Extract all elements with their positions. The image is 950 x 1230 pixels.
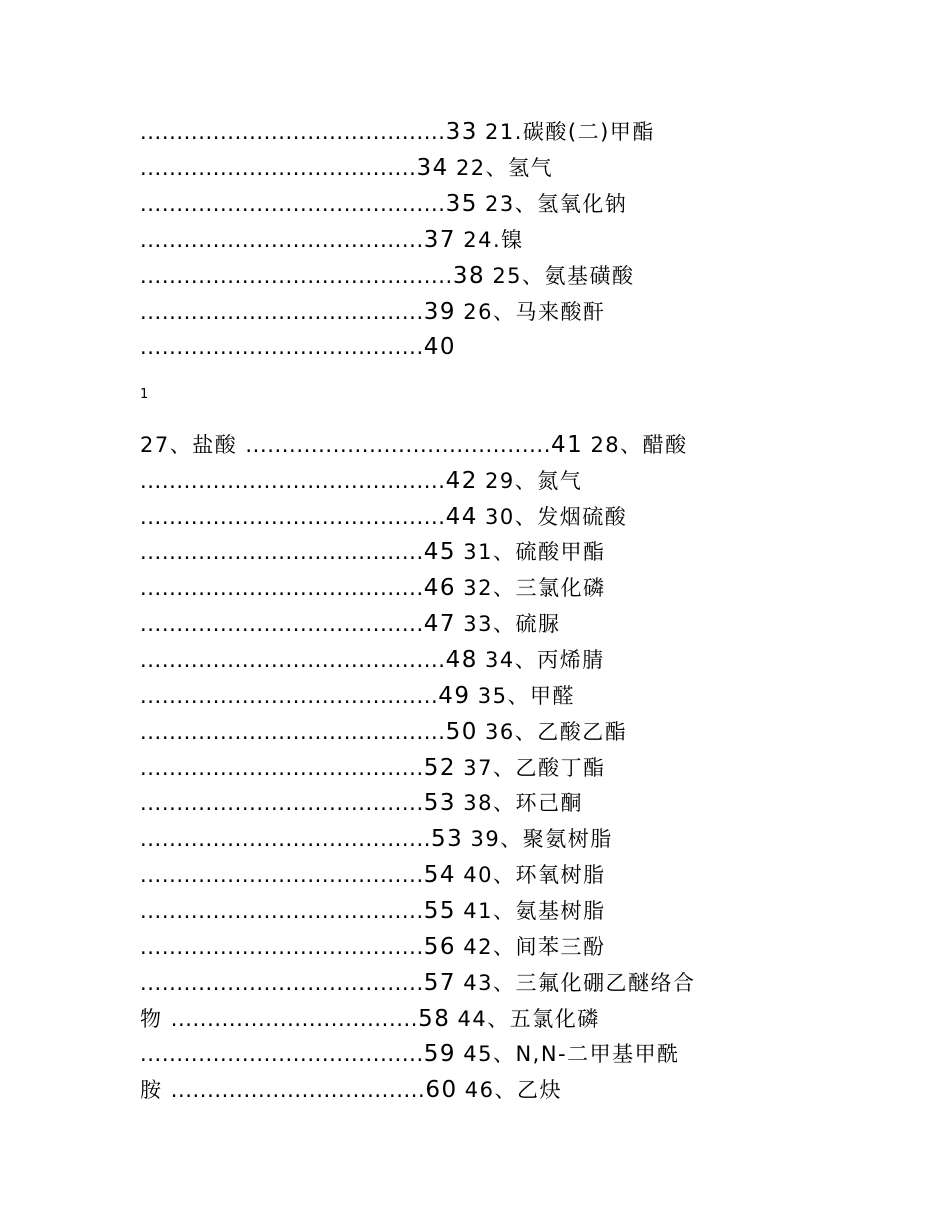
toc-page-number: 53 (431, 826, 464, 852)
toc-line (140, 1001, 600, 1037)
toc-line (140, 929, 605, 965)
toc-line (140, 534, 605, 570)
toc-line (140, 329, 456, 365)
toc-entry-title: 22、氢气 (455, 156, 554, 180)
toc-prefix: 胺 (140, 1078, 171, 1102)
toc-prefix: 物 (140, 1007, 171, 1031)
toc-line (140, 570, 605, 606)
toc-entry-title: 36、乙酸乙酯 (485, 720, 628, 744)
toc-leader-dots: ....................................... (140, 228, 424, 252)
toc-line (140, 857, 605, 893)
toc-entry-title: 41、氨基树脂 (463, 899, 606, 923)
toc-leader-dots: .......................................... (140, 720, 446, 744)
toc-leader-dots: .......................................... (140, 505, 446, 529)
toc-entry-title: 35、甲醛 (477, 684, 575, 708)
toc-leader-dots: .......................................... (140, 192, 446, 216)
toc-page-number: 50 (445, 719, 478, 745)
toc-line (140, 427, 688, 463)
toc-leader-dots: ....................................... (140, 612, 424, 636)
toc-page-number: 37 (423, 227, 457, 253)
toc-entry-title: 45、N,N-二甲基甲酰 (463, 1042, 680, 1066)
toc-line (140, 222, 524, 258)
toc-line (140, 750, 605, 786)
toc-leader-dots: .......................................... (140, 648, 446, 672)
toc-page-number: 46 (423, 575, 457, 601)
toc-line (140, 642, 605, 678)
toc-line (140, 714, 627, 750)
toc-leader-dots: ....................................... (140, 935, 424, 959)
toc-page-number: 57 (423, 970, 457, 996)
toc-leader-dots: ....................................... (140, 576, 424, 600)
toc-entry-title: 42、间苯三酚 (463, 935, 606, 959)
toc-entry-title: 40、环氧树脂 (463, 863, 606, 887)
toc-entry-title: 30、发烟硫酸 (485, 505, 628, 529)
toc-leader-dots: ....................................... (140, 971, 424, 995)
toc-line (140, 186, 627, 222)
toc-page-number: 60 (425, 1077, 458, 1103)
toc-line (140, 965, 695, 1001)
toc-line (140, 1072, 562, 1108)
toc-page-number: 38 (452, 263, 486, 289)
toc-line (140, 150, 553, 186)
toc-entry-title: 21.碳酸(二)甲酯 (485, 120, 655, 144)
toc-page-number: 35 (445, 191, 478, 217)
toc-entry-title: 24.镍 (463, 228, 524, 252)
toc-entry-title: 37、乙酸丁酯 (463, 756, 606, 780)
toc-entry-title: 28、醋酸 (590, 433, 688, 457)
toc-entry-title: 43、三氟化硼乙醚络合 (463, 971, 696, 995)
toc-entry-title: 31、硫酸甲酯 (463, 540, 606, 564)
toc-prefix: 27、盐酸 (140, 433, 246, 457)
toc-page-number: 47 (423, 611, 457, 637)
toc-leader-dots: .......................................... (140, 469, 446, 493)
toc-entry-title: 23、氢氧化钠 (485, 192, 628, 216)
toc-page-number: 45 (423, 539, 457, 565)
toc-page-number: 54 (423, 862, 457, 888)
toc-page-number: 55 (423, 898, 457, 924)
toc-leader-dots: ......................................... (140, 684, 439, 708)
toc-leader-dots: ....................................... (140, 335, 424, 359)
toc-line (140, 1036, 680, 1072)
toc-line (140, 114, 655, 150)
toc-page-number: 44 (445, 504, 478, 530)
toc-entry-title: 32、三氯化磷 (463, 576, 606, 600)
toc-page-number: 59 (423, 1041, 457, 1067)
toc-leader-dots: ................................... (170, 1078, 426, 1102)
toc-leader-dots: ........................................... (140, 264, 453, 288)
toc-page-number: 49 (438, 683, 471, 709)
toc-line (140, 821, 613, 857)
toc-leader-dots: ....................................... (140, 791, 424, 815)
toc-page-number: 33 (445, 119, 478, 145)
toc-page-number: 56 (423, 934, 457, 960)
toc-leader-dots: ....................................... (140, 756, 424, 780)
toc-entry-title: 33、硫脲 (463, 612, 561, 636)
toc-line (140, 258, 635, 294)
toc-leader-dots: ....................................... (140, 300, 424, 324)
toc-line (140, 785, 583, 821)
toc-line (140, 499, 627, 535)
toc-page-number: 40 (423, 334, 457, 360)
toc-entry-title: 46、乙炔 (464, 1078, 563, 1102)
toc-line (140, 893, 605, 929)
toc-leader-dots: ....................................... (140, 899, 424, 923)
toc-page-number: 42 (445, 468, 478, 494)
toc-leader-dots: .................................. (170, 1007, 419, 1031)
toc-line (140, 606, 560, 642)
toc-page-number: 39 (423, 299, 457, 325)
toc-page-number: 34 (416, 155, 449, 181)
toc-page-number: 53 (423, 790, 457, 816)
toc-leader-dots: ....................................... (140, 540, 424, 564)
toc-page-number: 41 (550, 432, 584, 458)
toc-entry-title: 39、聚氨树脂 (470, 827, 613, 851)
toc-leader-dots: .......................................... (140, 120, 446, 144)
toc-leader-dots: ....................................... (140, 863, 424, 887)
toc-entry-title: 44、五氯化磷 (457, 1007, 600, 1031)
toc-page-number: 58 (418, 1006, 451, 1032)
toc-page-number: 48 (445, 647, 478, 673)
toc-entry-title: 34、丙烯腈 (485, 648, 605, 672)
toc-leader-dots: ....................................... (140, 1042, 424, 1066)
toc-page-number: 52 (423, 755, 457, 781)
page-number: 1 (140, 387, 149, 402)
toc-entry-title: 38、环己酮 (463, 791, 583, 815)
toc-entry-title: 29、氮气 (485, 469, 583, 493)
toc-leader-dots: .......................................... (245, 433, 551, 457)
toc-line (140, 294, 605, 330)
toc-leader-dots: ...................................... (140, 156, 417, 180)
toc-line (140, 463, 582, 499)
toc-entry-title: 25、氨基磺酸 (492, 264, 635, 288)
toc-line (140, 678, 575, 714)
toc-leader-dots: ........................................ (140, 827, 432, 851)
toc-entry-title: 26、马来酸酐 (463, 300, 606, 324)
